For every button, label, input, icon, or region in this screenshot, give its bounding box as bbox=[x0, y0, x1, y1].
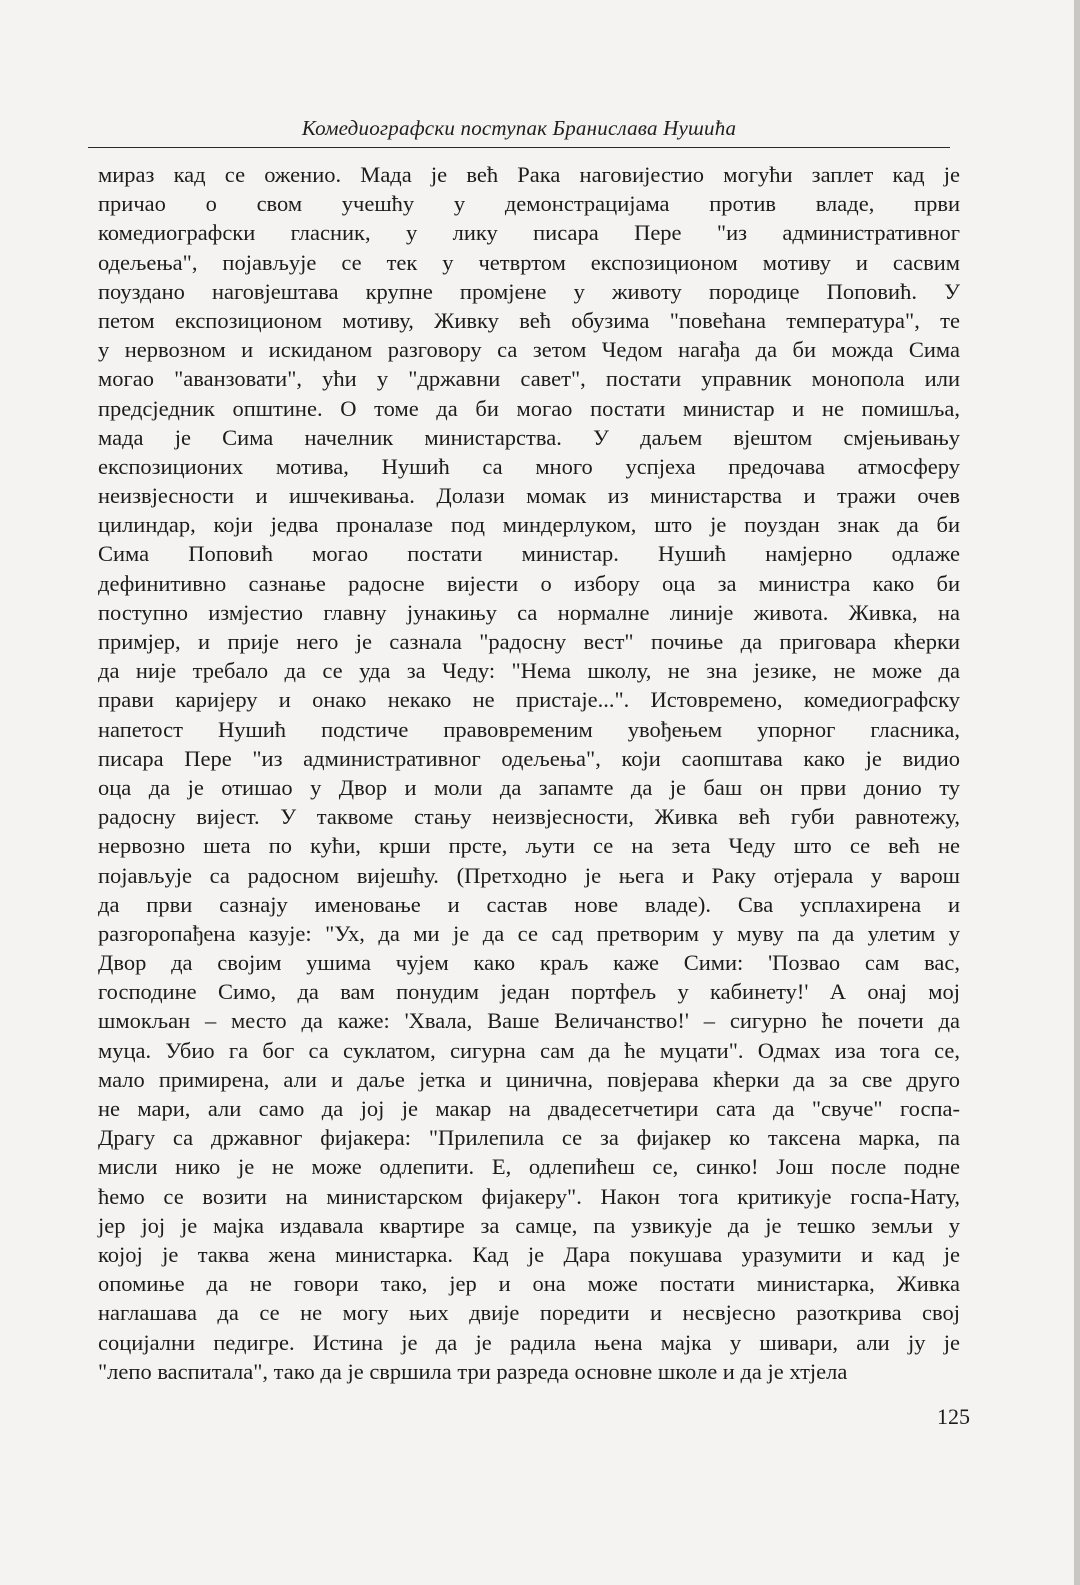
text-line: појављује са радосном вијешћу. (Претходно је њега и Раку отјерала у варош bbox=[98, 862, 960, 888]
text-line: опомиње да не говори тако, јер и она може постати министарка, Живка bbox=[98, 1271, 960, 1297]
text-line: писара Пере "из административног одељења", који саопштава како је видио bbox=[98, 745, 960, 771]
text-line: предсједник општине. О томе да би могао постати министар и не помишља, bbox=[98, 395, 960, 421]
header-rule bbox=[88, 147, 950, 148]
text-line: да први сазнају именовање и састав нове владе). Сва усплахирена и bbox=[98, 891, 960, 917]
text-line: Драгу са државног фијакера: "Прилепила се за фијакер ко таксена марка, па bbox=[98, 1125, 960, 1151]
text-line: Двор да својим ушима чујем како краљ каже Сими: 'Позвао сам вас, bbox=[98, 950, 960, 976]
text-line: Сима Поповић могао постати министар. Нушић намјерно одлаже bbox=[98, 541, 960, 567]
text-line: "лепо васпитала", тако да је свршила три разреда основне школе и да је хтјела bbox=[98, 1358, 848, 1384]
text-line: шмокљан – место да каже: 'Хвала, Ваше Величанство!' – сигурно ће почети да bbox=[98, 1008, 960, 1034]
text-line: прави каријеру и онако некако не пристаје...". Истовремено, комедиографску bbox=[98, 687, 960, 713]
text-line: социјални педигре. Истина је да је радила њена мајка у шивари, али ју је bbox=[98, 1329, 960, 1355]
page-number: 125 bbox=[937, 1404, 970, 1429]
text-line: јер јој је мајка издавала квартире за самце, па узвикује да је тешко земљи у bbox=[98, 1212, 960, 1238]
text-line: радосну вијест. У таквоме стању неизвјесности, Живка већ губи равнотежу, bbox=[98, 804, 960, 830]
text-line: нервозно шета по кући, крши прсте, љути се на зета Чеду што се већ не bbox=[98, 833, 960, 859]
text-line: мисли нико је не може одлепити. Е, одлепићеш се, синко! Још после подне bbox=[98, 1154, 960, 1180]
text-line: дефинитивно сазнање радосне вијести о избору оца за министра како би bbox=[98, 570, 960, 596]
text-line: неизвјесности и ишчекивања. Долази момак из министарства и тражи очев bbox=[98, 483, 960, 509]
text-line: причао о свом учешћу у демонстрацијама против владе, први bbox=[98, 191, 960, 217]
text-line: да није требало да се уда за Чеду: "Нема школу, не зна језике, не може да bbox=[98, 658, 960, 684]
text-line: ћемо се возити на министарском фијакеру". Након тога критикује госпа-Нату, bbox=[98, 1183, 960, 1209]
text-line: петом експозиционом мотиву, Живку већ обузима "повећана температура", те bbox=[98, 307, 960, 333]
text-line: могао "аванзовати", ући у "државни савет", постати управник монопола или bbox=[98, 366, 960, 392]
text-line: којој је таква жена министарка. Кад је Дара покушава уразумити и кад је bbox=[98, 1241, 960, 1267]
text-line: цилиндар, који једва проналазе под миндерлуком, што је поуздан знак да би bbox=[98, 512, 960, 538]
text-line: напетост Нушић подстиче правовременим увођењем упорног гласника, bbox=[98, 716, 960, 742]
text-line: оца да је отишао у Двор и моли да запамте да је баш он први донио ту bbox=[98, 774, 960, 800]
text-line: у нервозном и искиданом разговору са зетом Чедом нагађа да би можда Сима bbox=[98, 337, 960, 363]
text-line: не мари, али само да јој је макар на двадесетчетири сата да "свуче" госпа- bbox=[98, 1096, 960, 1121]
body-text bbox=[98, 160, 960, 1386]
text-line: комедиографски гласник, у лику писара Пере "из административног bbox=[98, 220, 960, 246]
text-line: одељења", појављује се тек у четвртом експозиционом мотиву и сасвим bbox=[98, 249, 960, 275]
text-line: муца. Убио га бог са суклатом, сигурна сам да ће муцати". Одмах иза тога се, bbox=[98, 1037, 960, 1063]
text-line: разгоропађена казује: "Ух, да ми је да се сад претворим у муву па да улетим у bbox=[98, 920, 960, 946]
text-line: поступно измјестио главну јунакињу са нормалне линије живота. Живка, на bbox=[98, 599, 960, 625]
text-line: наглашава да се не могу њих двије поредити и несвјесно разоткрива свој bbox=[98, 1300, 960, 1326]
text-line: поуздано наговјештава крупне промјене у животу породице Поповић. У bbox=[98, 278, 960, 304]
text-line: примјер, и прије него је сазнала "радосну вест" почиње да приговара кћерки bbox=[98, 629, 960, 654]
page-edge-shadow bbox=[1074, 0, 1080, 1585]
text-line: мираз кад се оженио. Мада је већ Рака наговијестио могући заплет кад је bbox=[98, 162, 960, 187]
text-line: мада је Сима начелник министарства. У даљем вјештом смјењивању bbox=[98, 424, 960, 450]
text-line: господине Симо, да вам понудим један портфељ у кабинету!' А онај мој bbox=[98, 979, 960, 1005]
running-header: Комедиографски поступак Бранислава Нушића bbox=[301, 116, 737, 140]
text-line: мало примирена, али и даље јетка и цинична, повјерава кћерки да за све друго bbox=[98, 1066, 960, 1092]
text-line: експозиционих мотива, Нушић са много успјеха предочава атмосферу bbox=[98, 453, 960, 479]
